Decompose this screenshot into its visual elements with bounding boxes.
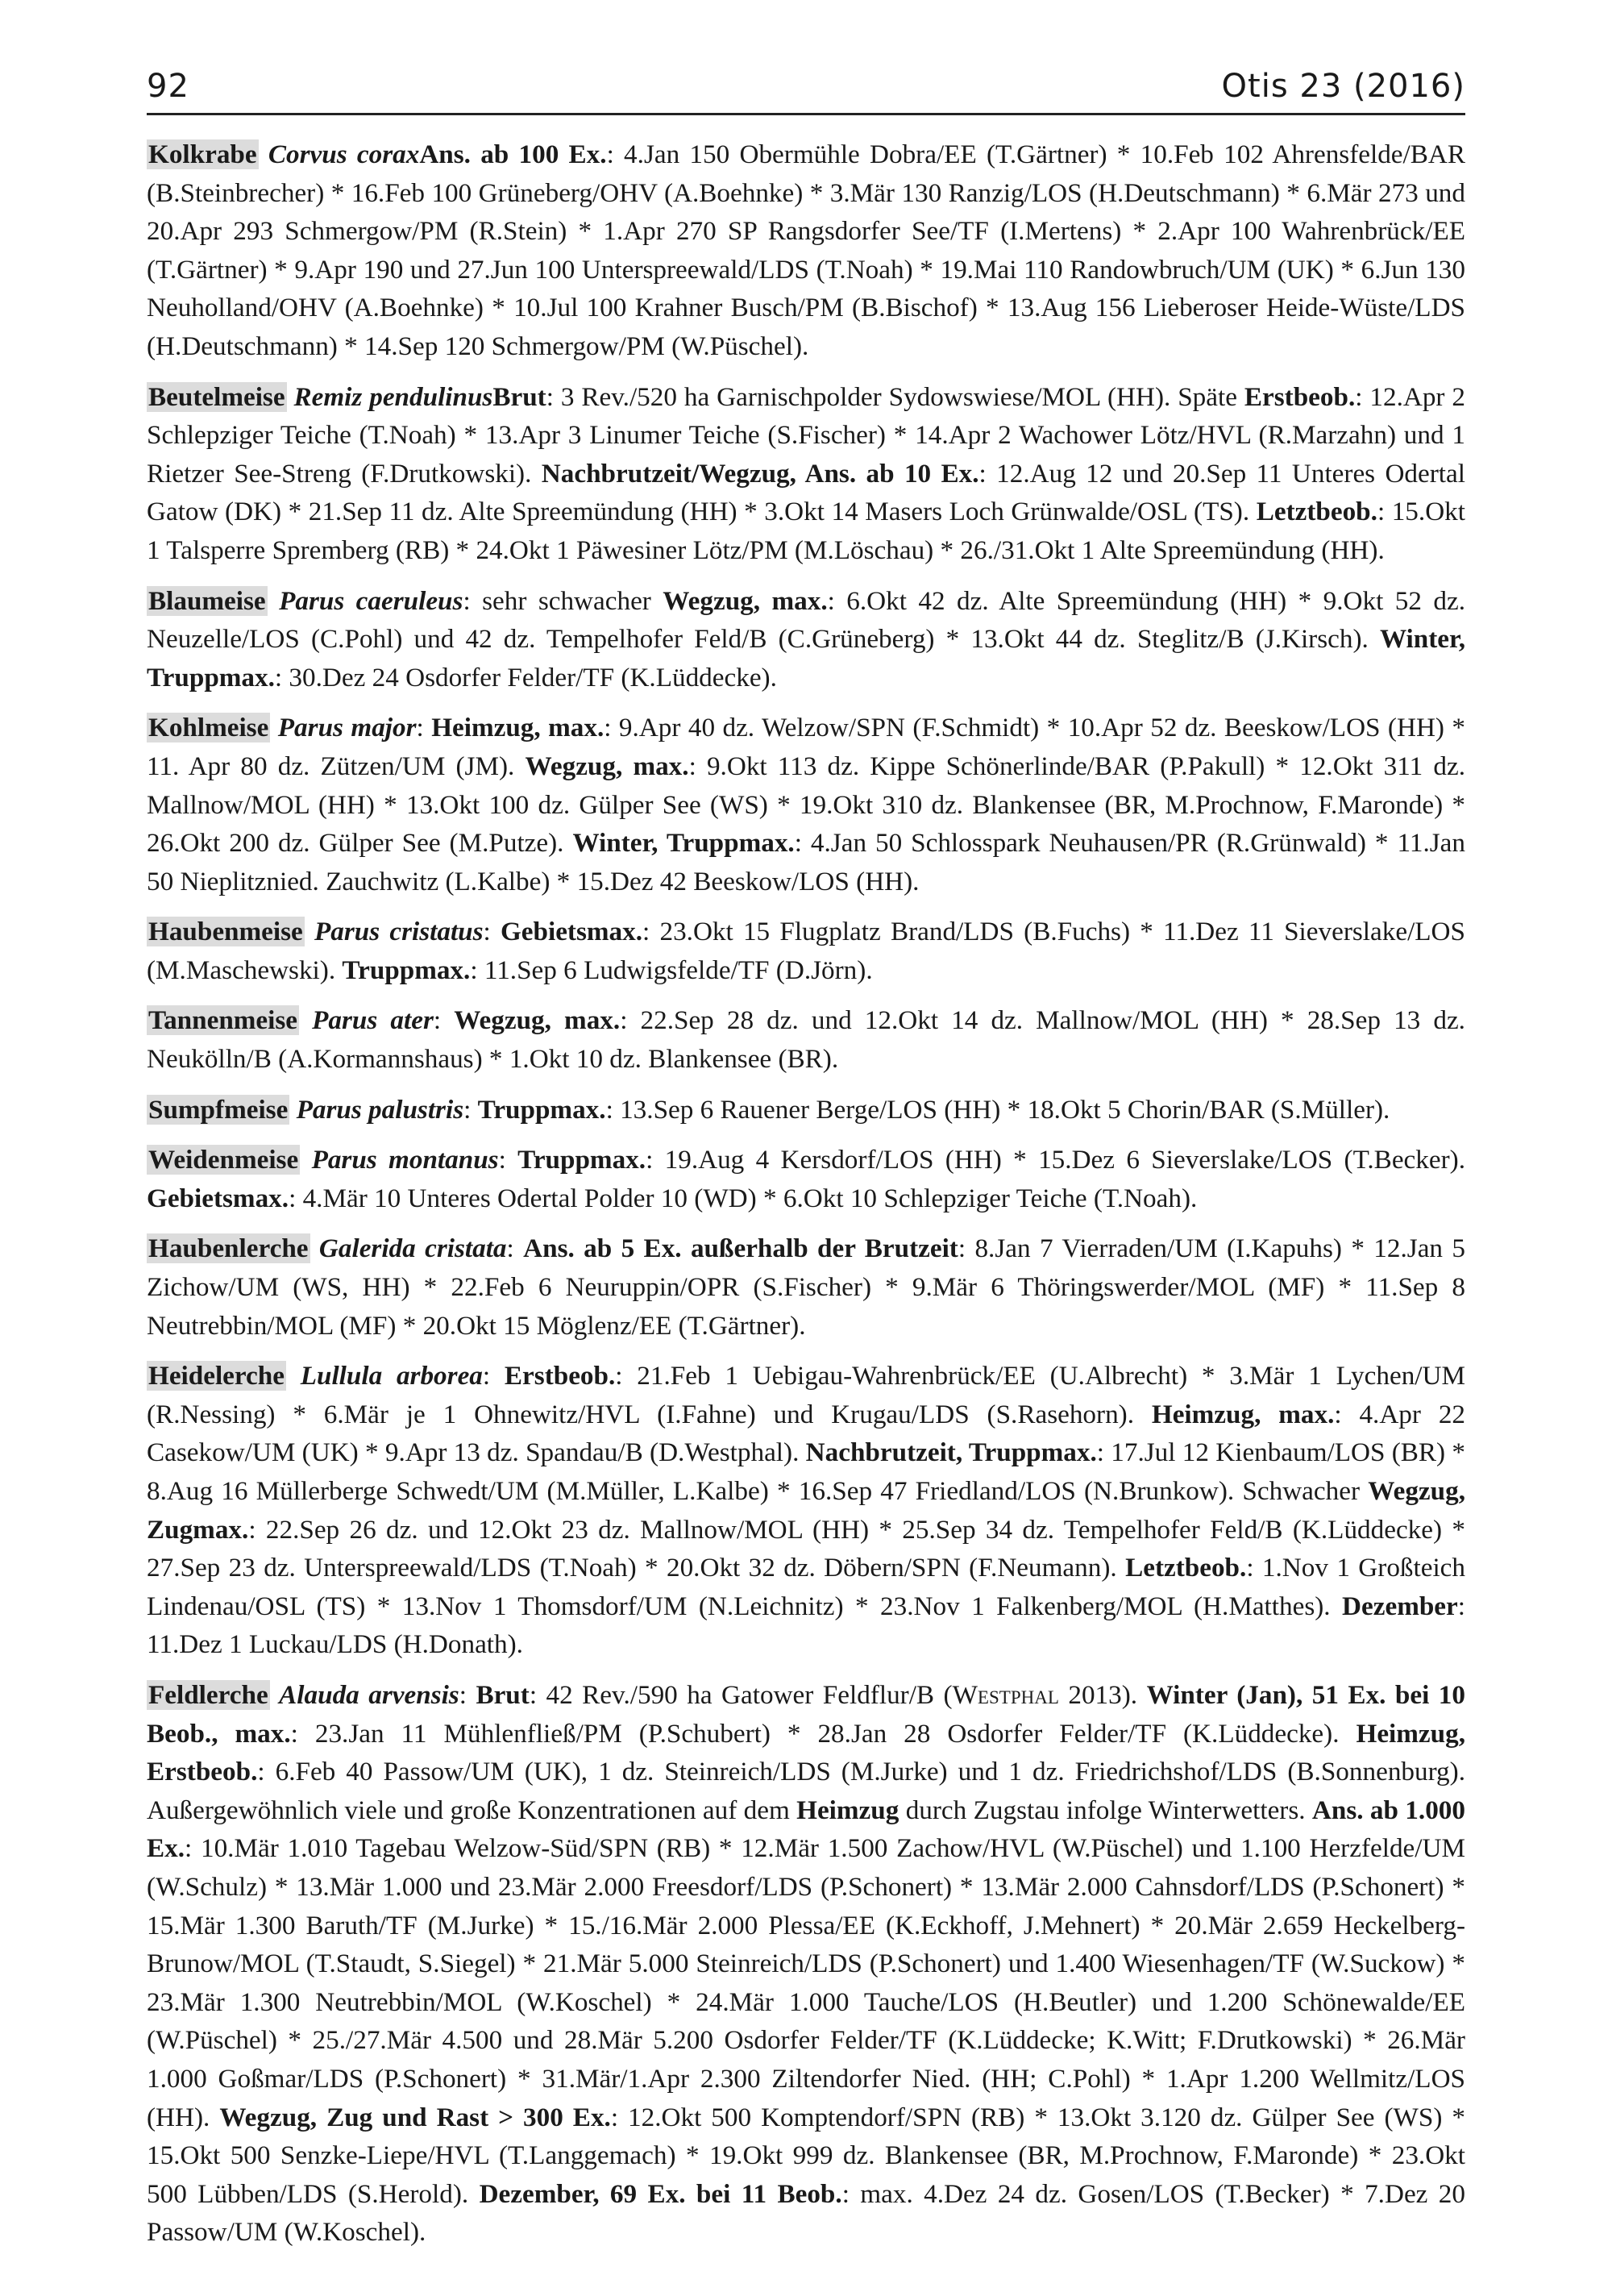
entry-text: : 19.Aug 4 Kersdorf/LOS (HH) * 15.Dez 6 Sieverslake/LOS (T.Becker). xyxy=(646,1145,1465,1175)
entry-text: : 4.Jan 150 Obermühle Dobra/EE (T.Gärtner) * 10.Feb 102 Ahrensfelde/BAR (B.Steinbrecher) * 16.Feb 100 Grüneberg/OHV (A.Boehnke) * 3.Mär 130 Ranzig/LOS (H.Deutschmann) * 6.Mär 273 und 20.Apr 293 Schmergow/PM (R.Stein) * 1.Apr 270 SP Rangsdorfer See/TF (I.Mertens) * 2.Apr 100 Wahrenbrück/EE (T.Gärtner) * 9.Apr 190 und 27.Jun 100 Unterspreewald/LDS (T.Noah) * 19.Mai 110 Randowbruch/UM (UK) * 6.Jun 130 Neuholland/OHV (A.Boehnke) * 10.Jul 100 Krahner Busch/PM (B.Bischof) * 13.Aug 156 Lieberoser Heide-Wüste/LDS (H.Deutschmann) * 14.Sep 120 Schmergow/PM (W.Püschel). xyxy=(147,139,1465,361)
entry-text: : 10.Mär 1.010 Tagebau Welzow-Süd/SPN (RB) * 12.Mär 1.500 Zachow/HVL (W.Püschel) und 1.100 Herzfelde/UM (W.Schulz) * 13.Mär 1.000 und 23.Mär 2.000 Freesdorf/LDS (P.Schonert) * 13.Mär 2.000 Cahnsdorf/LDS (P.Schonert) * 15.Mär 1.300 Baruth/TF (M.Jurke) * 15./16.Mär 2.000 Plessa/EE (K.Eckhoff, J.Mehnert) * 20.Mär 2.659 Heckelberg-Brunow/MOL (T.Staudt, S.Siegel) * 21.Mär 5.000 Steinreich/LDS (P.Schonert) und 1.400 Wiesenhagen/TF (W.Suckow) * 23.Mär 1.300 Neutrebbin/MOL (W.Koschel) * 24.Mär 1.000 Tauche/LOS (H.Beutler) und 1.200 Schönewalde/EE (W.Püschel) * 25./27.Mär 4.500 und 28.Mär 5.200 Osdorfer Felder/TF (K.Lüddecke; K.Witt; F.Drutkowski) * 26.Mär 1.000 Goßmar/LDS (P.Schonert) * 31.Mär/1.Apr 2.300 Ziltendorfer Nied. (HH; C.Pohl) * 1.Apr 1.200 Wellmitz/LOS (HH). xyxy=(147,1833,1465,2132)
entry-text: : 23.Jan 11 Mühlenfließ/PM (P.Schubert) * 28.Jan 28 Osdorfer Felder/TF (K.Lüddecke). xyxy=(290,1718,1356,1749)
species-entry xyxy=(147,709,1465,901)
category-label: Ans. ab 5 Ex. außerhalb der Brutzeit xyxy=(523,1233,958,1264)
category-label: Truppmax. xyxy=(477,1094,606,1125)
entry-text: : 3 Rev./520 ha Garnischpolder Sydowswiese/MOL (HH). Späte xyxy=(546,381,1244,412)
latin-name: Parus caeruleus xyxy=(279,585,463,616)
species-name: Haubenlerche xyxy=(148,1233,309,1264)
entry-text: : 9.Okt 113 dz. Kippe Schönerlinde/BAR (P.Pakull) * 12.Okt 311 dz. Mallnow/MOL (HH) * 13.Okt 100 dz. Gülper See (WS) * 19.Okt 310 dz. Blankensee (BR, M.Prochnow, F.Maronde) * 26.Okt 200 dz. Gülper See (M.Putze). xyxy=(147,751,1466,859)
species-entry xyxy=(147,1357,1465,1664)
latin-name: Lullula arborea xyxy=(300,1361,483,1391)
category-label: Heimzug, max. xyxy=(1151,1399,1335,1429)
entry-text: : 1.Nov 1 Großteich Lindenau/OSL (TS) * 13.Nov 1 Thomsdorf/UM (N.Leichnitz) * 23.Nov 1 Falkenberg/MOL (H.Matthes). xyxy=(147,1553,1466,1621)
species-name: Heidelerche xyxy=(148,1361,285,1391)
entry-text: : 42 Rev./590 ha Gatower Feldflur/B ( xyxy=(529,1679,953,1710)
species-entry xyxy=(147,582,1465,697)
species-name: Kolkrabe xyxy=(148,139,257,169)
category-label: Letztbeob. xyxy=(1125,1553,1247,1583)
species-entry xyxy=(147,913,1465,989)
species-name: Kohlmeise xyxy=(148,713,269,743)
entry-text: : 8.Jan 7 Vierraden/UM (I.Kapuhs) * 12.Jan 5 Zichow/UM (WS, HH) * 22.Feb 6 Neuruppin/OPR (S.Fischer) * 9.Mär 6 Thöringswerder/MOL (MF) * 11.Sep 8 Neutrebbin/MOL (MF) * 20.Okt 15 Möglenz/EE (T.Gärtner). xyxy=(147,1233,1465,1341)
category-label: Dezember xyxy=(1342,1591,1458,1621)
species-name: Weidenmeise xyxy=(148,1145,299,1175)
entry-text: : 9.Apr 40 dz. Welzow/SPN (F.Schmidt) * 10.Apr 52 dz. Beeskow/LOS (HH) * 11. Apr 80 dz. Zützen/UM (JM). xyxy=(147,713,1466,781)
article-body xyxy=(147,135,1465,2264)
entry-text: : 23.Okt 15 Flugplatz Brand/LDS (B.Fuchs) * 11.Dez 11 Sieverslake/LOS (M.Maschewski). xyxy=(147,917,1465,985)
entry-text: : 12.Okt 500 Komptendorf/SPN (RB) * 13.Okt 3.120 dz. Gülper See (WS) * 15.Okt 500 Senzke-Liepe/HVL (T.Langgemach) * 19.Okt 999 dz. Blankensee (BR, M.Prochnow, F.Maronde) * 23.Okt 500 Lübben/LDS (S.Herold). xyxy=(147,2102,1465,2209)
citation-author: Westphal xyxy=(952,1679,1059,1710)
entry-text: : xyxy=(433,1005,455,1036)
page-header xyxy=(147,63,1465,115)
journal-title: Otis 23 (2016) xyxy=(1221,68,1465,105)
latin-name: Parus montanus xyxy=(311,1145,499,1175)
species-entry xyxy=(147,1141,1465,1217)
category-label: Truppmax. xyxy=(517,1145,646,1175)
category-label: Gebietsmax. xyxy=(500,917,643,947)
latin-name: Alauda arvensis xyxy=(279,1679,459,1710)
entry-text: : 15.Okt 1 Talsperre Spremberg (RB) * 24.Okt 1 Päwesiner Lötz/PM (M.Löschau) * 26./31.Okt 1 Alte Spreemündung (HH). xyxy=(147,497,1465,565)
category-label: Wegzug, max. xyxy=(663,585,828,616)
entry-text: : 12.Aug 12 und 20.Sep 11 Unteres Odertal Gatow (DK) * 21.Sep 11 dz. Alte Spreemündung (HH) * 3.Okt 14 Masers Loch Grünwalde/OSL (TS). xyxy=(147,458,1465,527)
species-name: Blaumeise xyxy=(148,585,266,616)
category-label: Wegzug, Zug und Rast > 300 Ex. xyxy=(219,2102,611,2132)
entry-text: : 12.Apr 2 Schlepziger Teiche (T.Noah) * 13.Apr 3 Linumer Teiche (S.Fischer) * 14.Apr 2 Wachower Lötz/HVL (R.Marzahn) und 1 Rietzer See-Streng (F.Drutkowski). xyxy=(147,381,1465,489)
latin-name: Parus cristatus xyxy=(314,917,484,947)
category-label: Gebietsmax. xyxy=(147,1183,289,1213)
entry-text: : 4.Apr 22 Casekow/UM (UK) * 9.Apr 13 dz. Spandau/B (D.Westphal). xyxy=(147,1399,1466,1468)
page-number: 92 xyxy=(147,68,189,105)
entry-text: : 11.Dez 1 Luckau/LDS (H.Donath). xyxy=(147,1591,1465,1660)
category-label: Ans. ab 1.000 Ex. xyxy=(147,1795,1465,1864)
entry-text: : 22.Sep 28 dz. und 12.Okt 14 dz. Mallnow/MOL (HH) * 28.Sep 13 dz. Neukölln/B (A.Kormannshaus) * 1.Okt 10 dz. Blankensee (BR). xyxy=(147,1005,1465,1075)
category-label: Truppmax. xyxy=(342,955,471,985)
latin-name: Remiz pendulinus xyxy=(293,381,493,412)
entry-text: : 30.Dez 24 Osdorfer Felder/TF (K.Lüddecke). xyxy=(274,662,777,693)
entry-text: : xyxy=(483,917,501,947)
category-label: Letztbeob. xyxy=(1256,497,1377,527)
category-label: Erstbeob. xyxy=(504,1361,616,1391)
entry-text: durch Zugstau infolge Winterwetters. xyxy=(899,1795,1312,1825)
entry-text: : xyxy=(416,713,432,743)
latin-name: Parus ater xyxy=(312,1005,434,1036)
category-label: Winter (Jan), 51 Ex. bei 10 Beob., max. xyxy=(147,1679,1465,1749)
species-entry xyxy=(147,1676,1465,2252)
category-label: Winter, Truppmax. xyxy=(147,624,1465,693)
category-label: Heimzug, Erstbeob. xyxy=(147,1718,1466,1787)
species-entry xyxy=(147,1001,1465,1078)
category-label: Wegzug, max. xyxy=(525,751,689,781)
entry-text: : 6.Feb 40 Passow/UM (UK), 1 dz. Steinreich/LDS (M.Jurke) und 1 dz. Friedrichshof/LDS (B.Sonnenburg). Außergewöhnlich viele und große Konzentrationen auf dem xyxy=(147,1757,1465,1825)
category-label: Brut xyxy=(492,381,546,412)
entry-text: : 17.Jul 12 Kienbaum/LOS (BR) * 8.Aug 16 Müllerberge Schwedt/UM (M.Müller, L.Kalbe) * 16.Sep 47 Friedland/LOS (N.Brunkow). Schwacher xyxy=(147,1437,1465,1506)
species-entry xyxy=(147,1091,1465,1129)
species-entry xyxy=(147,378,1465,570)
entry-text: : 6.Okt 42 dz. Alte Spreemündung (HH) * 9.Okt 52 dz. Neuzelle/LOS (C.Pohl) und 42 dz. Tempelhofer Feld/B (C.Grüneberg) * 13.Okt 44 dz. Steglitz/B (J.Kirsch). xyxy=(147,585,1466,655)
category-label: Wegzug, Zugmax. xyxy=(147,1476,1465,1545)
species-name: Feldlerche xyxy=(148,1679,268,1710)
entry-text: : 22.Sep 26 dz. und 12.Okt 23 dz. Mallnow/MOL (HH) * 25.Sep 34 dz. Tempelhofer Feld/B (K.Lüddecke) * 27.Sep 23 dz. Unterspreewald/LDS (T.Noah) * 20.Okt 32 dz. Döbern/SPN (F.Neumann). xyxy=(147,1514,1465,1583)
category-label: Heimzug xyxy=(796,1795,899,1825)
entry-text: : xyxy=(463,1094,478,1125)
entry-text: : 13.Sep 6 Rauener Berge/LOS (HH) * 18.Okt 5 Chorin/BAR (S.Müller). xyxy=(605,1094,1390,1125)
entry-text: : xyxy=(498,1145,518,1175)
entry-text: : 21.Feb 1 Uebigau-Wahrenbrück/EE (U.Albrecht) * 3.Mär 1 Lychen/UM (R.Nessing) * 6.Mär je 1 Ohnewitz/HVL (I.Fahne) und Krugau/LDS (S.Rasehorn). xyxy=(147,1361,1465,1429)
category-label: Heimzug, max. xyxy=(431,713,604,743)
category-label: Nachbrutzeit, Truppmax. xyxy=(805,1437,1097,1468)
entry-text: : 11.Sep 6 Ludwigsfelde/TF (D.Jörn). xyxy=(470,955,873,985)
species-name: Haubenmeise xyxy=(148,917,303,947)
entry-text: : max. 4.Dez 24 dz. Gosen/LOS (T.Becker) * 7.Dez 20 Passow/UM (W.Koschel). xyxy=(147,2178,1465,2248)
latin-name: Galerida cristata xyxy=(318,1233,507,1264)
latin-name: Parus major xyxy=(277,713,417,743)
entry-text: : 4.Jan 50 Schlosspark Neuhausen/PR (R.Grünwald) * 11.Jan 50 Nieplitznied. Zauchwitz (L.Kalbe) * 15.Dez 42 Beeskow/LOS (HH). xyxy=(147,828,1465,896)
species-entry xyxy=(147,1229,1465,1345)
entry-text: 2013). xyxy=(1058,1679,1147,1710)
entry-text: : 4.Mär 10 Unteres Odertal Polder 10 (WD) * 6.Okt 10 Schlepziger Teiche (T.Noah). xyxy=(289,1183,1198,1213)
latin-name: Corvus corax xyxy=(268,139,420,169)
species-name: Tannenmeise xyxy=(148,1005,298,1036)
category-label: Brut xyxy=(476,1679,530,1710)
category-label: Erstbeob. xyxy=(1244,381,1356,412)
species-name: Sumpfmeise xyxy=(148,1094,289,1125)
entry-text: : xyxy=(459,1679,476,1710)
entry-text: : xyxy=(506,1233,524,1264)
category-label: Ans. ab 100 Ex. xyxy=(419,139,607,169)
category-label: Wegzug, max. xyxy=(454,1005,621,1036)
species-entry xyxy=(147,135,1465,366)
category-label: Nachbrutzeit/Wegzug, Ans. ab 10 Ex. xyxy=(541,458,979,489)
species-name: Beutelmeise xyxy=(148,381,285,412)
entry-text: : xyxy=(482,1361,505,1391)
latin-name: Parus palustris xyxy=(296,1094,464,1125)
category-label: Dezember, 69 Ex. bei 11 Beob. xyxy=(479,2178,842,2209)
category-label: Winter, Truppmax. xyxy=(572,828,795,859)
entry-text: : sehr schwacher xyxy=(463,585,663,616)
